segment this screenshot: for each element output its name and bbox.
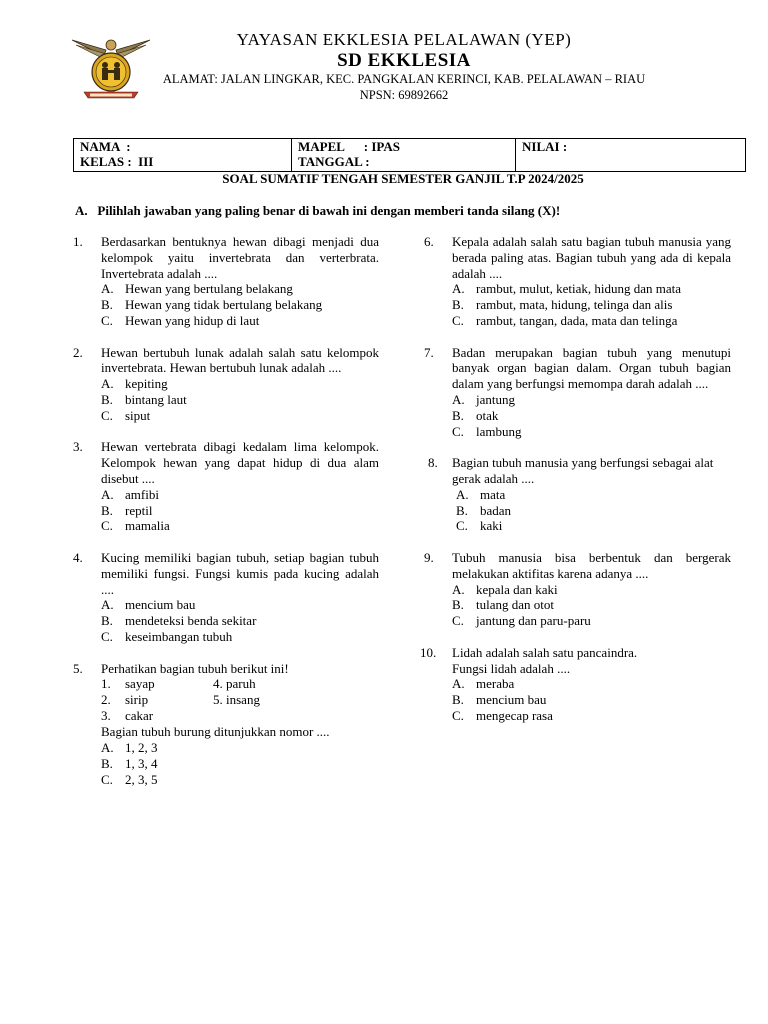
question-column-left [73, 234, 379, 788]
option-letter: A. [101, 376, 114, 392]
option-letter: A. [101, 486, 114, 502]
answer-option[interactable] [452, 487, 731, 503]
subject-cell [292, 139, 516, 172]
option-text: mendeteksi benda sekitar [125, 613, 257, 629]
school-address: ALAMAT: JALAN LINGKAR, KEC. PANGKALAN KERINCI, KAB. PELALAWAN – RIAU [162, 72, 646, 86]
question-stem: Hewan bertubuh lunak adalah salah satu kelompok invertebrata. Hewan bertubuh lunak adalah .... [101, 344, 379, 376]
list-item: 1. sayap [101, 676, 155, 692]
option-letter: C. [452, 423, 464, 439]
answer-option[interactable] [452, 281, 731, 297]
question-item [73, 661, 379, 740]
option-letter: C. [101, 312, 113, 328]
option-letter: C. [452, 707, 464, 723]
list-item: 5. insang [213, 692, 260, 708]
foundation-name: YAYASAN EKKLESIA PELALAWAN (YEP) [236, 30, 572, 49]
option-letter: B. [101, 613, 113, 629]
question-item [73, 550, 379, 645]
student-info-table [73, 138, 746, 172]
answer-option[interactable] [101, 613, 379, 629]
option-text: kepala dan kaki [476, 581, 558, 597]
answer-option[interactable] [101, 297, 379, 313]
option-letter: B. [456, 502, 468, 518]
option-text: Hewan yang bertulang belakang [125, 281, 293, 297]
body-part-list [101, 676, 379, 723]
question-stem: Badan merupakan bagian tubuh yang menutupi banyak organ bagian dalam. Organ tubuh bagian dalam yang berfungsi memompa darah adalah .... [452, 344, 731, 392]
option-text: meraba [476, 676, 515, 692]
question-stem: Berdasarkan bentuknya hewan dibagi menjadi dua kelompok yaitu invertebrata dan verterbrata. Invertebrata adalah .... [101, 234, 379, 281]
question-item [420, 644, 731, 724]
question-number: 6. [424, 234, 434, 249]
option-letter: B. [101, 755, 113, 771]
answer-option[interactable] [452, 676, 731, 692]
answer-option[interactable] [101, 597, 379, 613]
list-item: 2. sirip [101, 692, 149, 708]
option-text: 1, 3, 4 [125, 755, 158, 771]
option-text: Hewan yang hidup di laut [125, 312, 260, 328]
option-letter: A. [101, 281, 114, 297]
option-text: siput [125, 407, 151, 423]
question-number: 7. [424, 344, 434, 360]
option-text: mata [480, 486, 506, 502]
question-item [424, 345, 731, 440]
section-letter: A. [75, 203, 88, 218]
question-stem: Bagian tubuh manusia yang berfungsi sebagai alat gerak adalah .... [452, 455, 714, 486]
option-letter: C. [452, 613, 464, 629]
option-letter: B. [101, 502, 113, 518]
school-npsn: NPSN: 69892662 [359, 88, 449, 102]
option-letter: A. [452, 676, 465, 692]
question-stem: Tubuh manusia bisa berbentuk dan bergerak melakukan aktifitas karena adanya .... [452, 549, 731, 581]
answer-option[interactable] [452, 313, 731, 329]
option-letter: B. [452, 692, 464, 708]
question-item [424, 455, 731, 534]
question-stem: Kucing memiliki bagian tubuh, setiap bagian tubuh memiliki fungsi. Fungsi kumis pada kucing adalah .... [101, 549, 379, 597]
answer-option[interactable] [452, 708, 731, 724]
question-number: 8. [428, 455, 438, 471]
answer-option[interactable] [101, 487, 379, 503]
question-item [424, 234, 731, 329]
nama-label: NAMA : [80, 139, 131, 154]
section-instruction-text: Pilihlah jawaban yang paling benar di bawah ini dengan memberi tanda silang (X)! [97, 203, 561, 218]
answer-option[interactable] [452, 297, 731, 313]
question-stem-followup: Bagian tubuh burung ditunjukkan nomor .... [101, 723, 330, 739]
option-text: rambut, mulut, ketiak, hidung dan mata [476, 281, 682, 297]
question-number: 9. [424, 549, 434, 565]
option-text: mengecap rasa [476, 707, 553, 723]
list-item: 4. paruh [213, 676, 256, 692]
question-number: 5. [73, 660, 83, 676]
question-number: 3. [73, 439, 83, 455]
option-text: reptil [125, 502, 153, 518]
question-stem: Perhatikan bagian tubuh berikut ini! [101, 660, 289, 676]
option-text: 2, 3, 5 [125, 771, 158, 787]
option-text: keseimbangan tubuh [125, 628, 233, 644]
student-identity-cell [74, 139, 292, 172]
answer-option[interactable] [101, 392, 379, 408]
school-name: SD EKKLESIA [337, 50, 471, 71]
option-text: mencium bau [476, 692, 547, 708]
question-stem-followup: Fungsi lidah adalah .... [452, 660, 571, 676]
list-item: 3. cakar [101, 707, 154, 723]
option-letter: B. [452, 407, 464, 423]
option-letter: C. [101, 407, 113, 423]
option-text: mamalia [125, 518, 170, 534]
tanggal-label: TANGGAL : [298, 154, 370, 169]
question-number: 1. [73, 234, 83, 249]
option-letter: B. [101, 297, 113, 313]
question-number: 2. [73, 344, 83, 360]
option-text: kaki [480, 518, 503, 534]
option-letter: A. [452, 581, 465, 597]
option-text: badan [480, 502, 512, 518]
option-letter: C. [456, 518, 468, 534]
option-text: mencium bau [125, 597, 196, 613]
answer-option[interactable] [73, 740, 379, 756]
option-letter: A. [101, 739, 114, 755]
option-text: bintang laut [125, 391, 187, 407]
option-letter: C. [101, 771, 113, 787]
answer-option[interactable] [101, 376, 379, 392]
answer-option[interactable] [73, 756, 379, 772]
mapel-value: IPAS [371, 139, 400, 154]
answer-option[interactable] [452, 408, 731, 424]
answer-option[interactable] [101, 503, 379, 519]
question-stem: Lidah adalah salah satu pancaindra. [452, 644, 638, 660]
question-stem: Hewan vertebrata dibagi kedalam lima kelompok. Kelompok hewan yang dapat hidup di dua alam disebut .... [101, 439, 379, 486]
score-cell [516, 139, 746, 172]
question-item [73, 439, 379, 534]
exam-title: SOAL SUMATIF TENGAH SEMESTER GANJIL T.P 2024/2025 [222, 171, 584, 186]
option-letter: A. [452, 281, 465, 297]
option-text: Hewan yang tidak bertulang belakang [125, 297, 323, 313]
answer-option[interactable] [452, 597, 731, 613]
answer-option[interactable] [101, 629, 379, 645]
question-stem: Kepala adalah salah satu bagian tubuh manusia yang berada paling atas. Bagian tubuh yang ada di kepala adalah .... [452, 234, 731, 281]
option-letter: B. [101, 391, 113, 407]
question-item [73, 345, 379, 424]
question-5-options [73, 740, 379, 788]
option-text: lambung [476, 423, 522, 439]
letterhead [0, 28, 768, 108]
question-number: 4. [73, 549, 83, 565]
answer-option[interactable] [101, 313, 379, 329]
question-number: 10. [420, 644, 437, 660]
option-text: amfibi [125, 486, 159, 502]
answer-option[interactable] [452, 392, 731, 408]
option-text: rambut, mata, hidung, telinga dan alis [476, 297, 673, 313]
question-item [73, 234, 379, 329]
answer-option[interactable] [101, 408, 379, 424]
option-letter: A. [452, 391, 465, 407]
nilai-label: NILAI : [522, 139, 568, 154]
answer-option[interactable] [452, 692, 731, 708]
answer-option[interactable] [452, 613, 731, 629]
option-letter: C. [452, 312, 464, 328]
option-letter: B. [452, 297, 464, 313]
option-letter: C. [101, 628, 113, 644]
question-column-right [420, 234, 731, 724]
mapel-label: MAPEL : [298, 139, 372, 154]
section-instruction [75, 203, 560, 219]
option-text: rambut, tangan, dada, mata dan telinga [476, 312, 678, 328]
answer-option[interactable] [101, 518, 379, 534]
option-text: tulang dan otot [476, 597, 554, 613]
answer-option[interactable] [101, 281, 379, 297]
answer-option[interactable] [452, 503, 731, 519]
option-letter: C. [101, 518, 113, 534]
answer-option[interactable] [73, 772, 379, 788]
answer-option[interactable] [452, 518, 731, 534]
option-letter: B. [452, 597, 464, 613]
option-text: 1, 2, 3 [125, 739, 158, 755]
option-letter: A. [101, 597, 114, 613]
option-text: kepiting [125, 376, 168, 392]
option-text: otak [476, 407, 499, 423]
school-logo [70, 32, 152, 102]
option-letter: A. [456, 486, 469, 502]
answer-option[interactable] [452, 424, 731, 440]
kelas-label: KELAS : [80, 154, 139, 169]
option-text: jantung dan paru-paru [476, 613, 591, 629]
kelas-value: III [138, 154, 154, 169]
answer-option[interactable] [452, 582, 731, 598]
option-text: jantung [476, 391, 515, 407]
question-item [424, 550, 731, 629]
